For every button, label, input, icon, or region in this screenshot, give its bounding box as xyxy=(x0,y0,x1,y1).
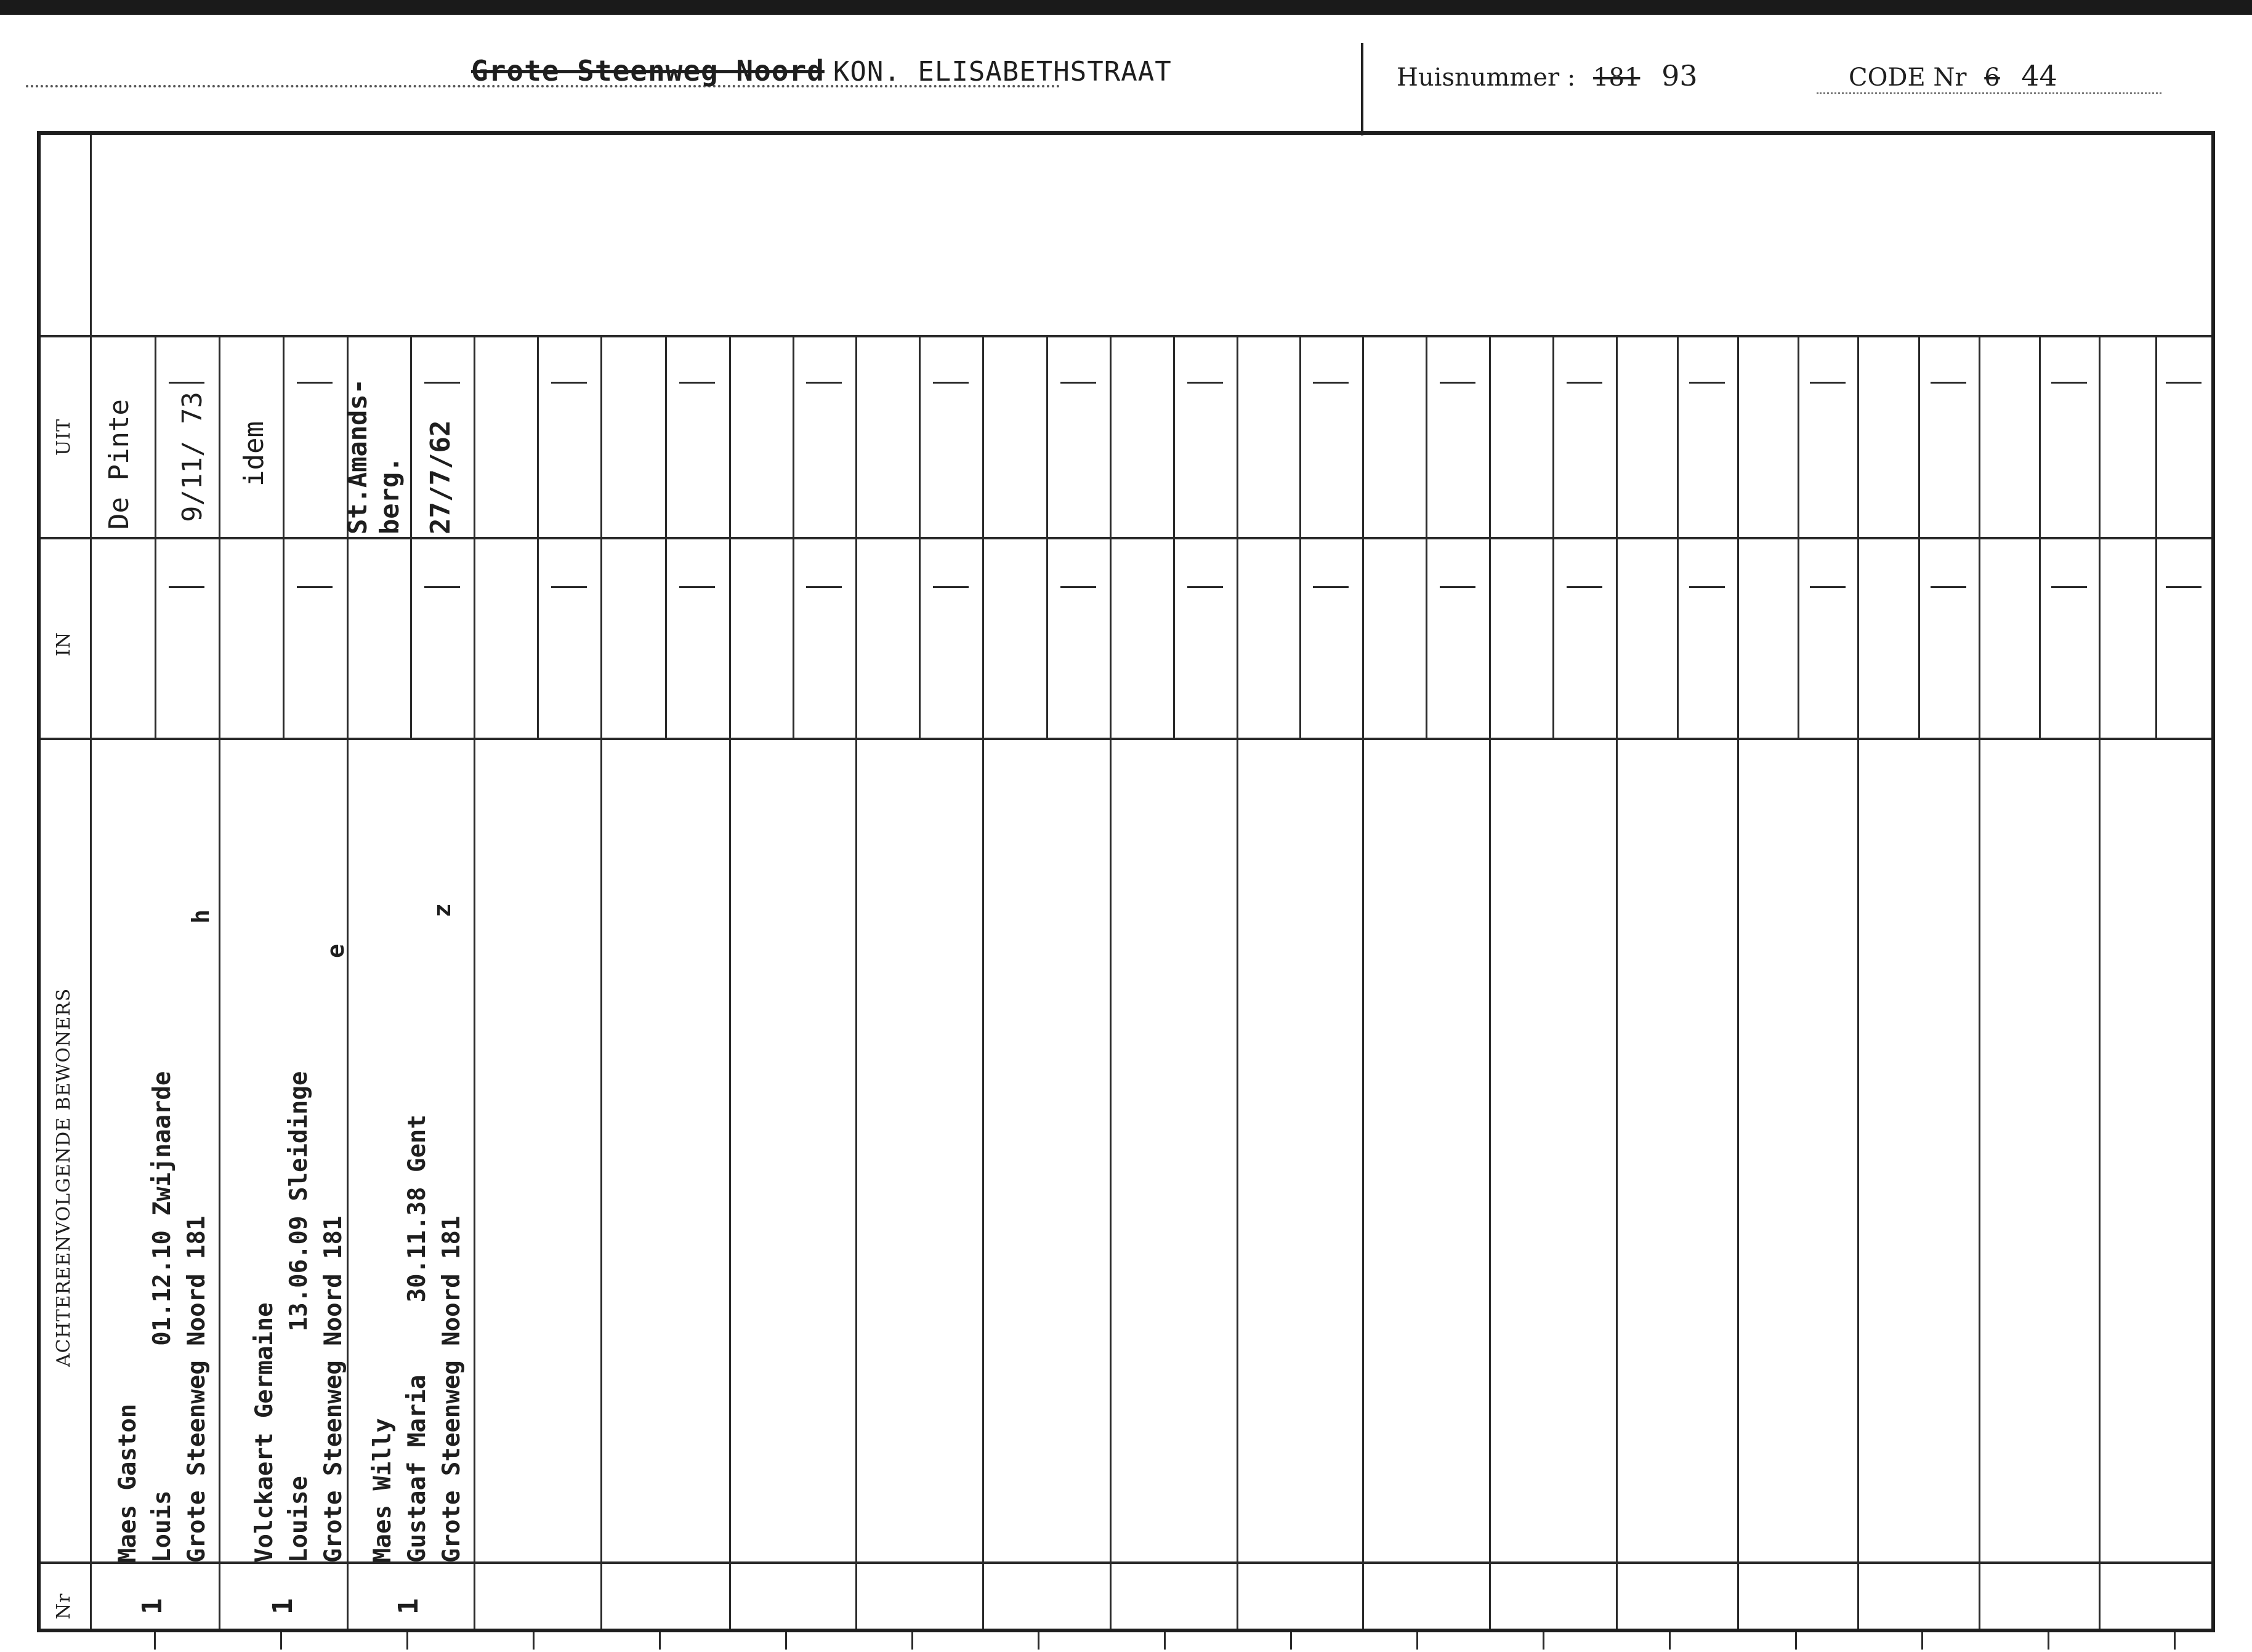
column-divider xyxy=(2099,335,2101,1629)
uit-place-3-line-1: St.Amands- xyxy=(342,379,373,534)
bottom-tick xyxy=(2174,1632,2176,1650)
column-divider xyxy=(1362,335,1364,1629)
cell-dash xyxy=(1440,586,1475,588)
resident-3-line-3: Grote Steenweg Noord 181 xyxy=(438,1215,466,1563)
nr-1: 1 xyxy=(137,1598,168,1614)
row-divider-in xyxy=(41,537,2211,539)
cell-dash xyxy=(806,382,842,384)
code-dotted-line xyxy=(1817,92,2161,94)
bottom-tick xyxy=(533,1632,535,1650)
sub-column-divider xyxy=(2155,335,2157,738)
cell-dash xyxy=(424,382,460,384)
resident-entry-2 xyxy=(248,1071,351,1563)
section-label-nr: Nr xyxy=(53,1593,75,1619)
cell-dash xyxy=(679,586,715,588)
cell-dash xyxy=(1931,382,1966,384)
cell-dash xyxy=(297,382,333,384)
register-table xyxy=(37,131,2215,1632)
column-divider xyxy=(219,335,220,1629)
cell-dash xyxy=(933,382,969,384)
cell-dash xyxy=(1689,586,1725,588)
sub-column-divider xyxy=(1552,335,1554,738)
row-divider-bewoners xyxy=(41,738,2211,740)
street-field xyxy=(471,54,1172,97)
section-label-uit: UIT xyxy=(53,418,75,456)
sub-column-divider xyxy=(1798,335,1799,738)
cell-dash xyxy=(806,586,842,588)
bottom-tick xyxy=(2048,1632,2049,1650)
section-label-bewoners: ACHTEREENVOLGENDE BEWONERS xyxy=(53,988,75,1367)
sub-column-divider xyxy=(283,335,285,738)
cell-dash xyxy=(1187,586,1223,588)
label-column-divider xyxy=(90,135,92,1629)
uit-date-1: 9/11/ 73 xyxy=(177,392,208,522)
house-number-old: 181 xyxy=(1593,63,1641,92)
column-divider xyxy=(1237,335,1238,1629)
column-divider xyxy=(1110,335,1112,1629)
column-divider xyxy=(1737,335,1739,1629)
column-divider xyxy=(1489,335,1491,1629)
cell-dash xyxy=(1567,586,1602,588)
column-divider xyxy=(855,335,857,1629)
cell-dash xyxy=(1060,586,1096,588)
cell-dash xyxy=(2051,586,2087,588)
row-divider-uit xyxy=(41,335,2211,337)
bottom-tick xyxy=(911,1632,913,1650)
code-new: 44 xyxy=(2021,59,2057,92)
cell-dash xyxy=(679,382,715,384)
bottom-tick xyxy=(1795,1632,1797,1650)
resident-3-line-1: Maes Willy xyxy=(369,1418,397,1563)
resident-entry-3 xyxy=(366,1114,469,1563)
sub-column-divider xyxy=(1426,335,1427,738)
resident-2-line-2: Louise 13.06.09 Sleidinge xyxy=(285,1071,313,1563)
cell-dash xyxy=(169,586,204,588)
resident-3-extra: z xyxy=(429,903,456,917)
street-old: Grote Steenweg Noord xyxy=(471,54,825,87)
resident-1-line-2: Louis 01.12.10 Zwijnaarde xyxy=(148,1071,176,1563)
uit-place-1: De Pinte xyxy=(103,399,135,530)
bottom-tick xyxy=(1669,1632,1671,1650)
sub-column-divider xyxy=(1918,335,1920,738)
column-divider xyxy=(1979,335,1980,1629)
cell-dash xyxy=(551,382,587,384)
sub-column-divider xyxy=(1299,335,1301,738)
cell-dash xyxy=(1810,382,1846,384)
cell-dash xyxy=(1313,586,1349,588)
sub-column-divider xyxy=(537,335,539,738)
resident-3-line-2: Gustaaf Maria 30.11.38 Gent xyxy=(403,1114,431,1563)
cell-dash xyxy=(169,382,204,384)
cell-dash xyxy=(933,586,969,588)
top-border xyxy=(0,0,2252,15)
resident-2-extra: e xyxy=(322,944,349,958)
bottom-tick xyxy=(1038,1632,1039,1650)
resident-1-extra: h xyxy=(187,909,214,924)
cell-dash xyxy=(2166,586,2202,588)
section-label-in: IN xyxy=(53,631,75,656)
cell-dash xyxy=(1567,382,1602,384)
bottom-tick xyxy=(154,1632,156,1650)
cell-dash xyxy=(1689,382,1725,384)
bottom-tick xyxy=(280,1632,282,1650)
sub-column-divider xyxy=(1677,335,1679,738)
cell-dash xyxy=(1060,382,1096,384)
sub-column-divider xyxy=(2039,335,2041,738)
column-divider xyxy=(1857,335,1859,1629)
bottom-tick xyxy=(785,1632,787,1650)
sub-column-divider xyxy=(155,335,156,738)
resident-entry-1 xyxy=(111,1071,214,1563)
resident-2-line-1: Volckaert Germaine xyxy=(251,1302,278,1563)
code-field xyxy=(1849,59,2057,92)
house-number-field xyxy=(1397,59,1698,92)
uit-place-2: idem xyxy=(238,421,270,486)
cell-dash xyxy=(1187,382,1223,384)
bottom-tick xyxy=(1921,1632,1923,1650)
column-divider xyxy=(982,335,984,1629)
cell-dash xyxy=(424,586,460,588)
header-divider xyxy=(1361,43,1363,135)
sub-column-divider xyxy=(1173,335,1175,738)
resident-1-line-3: Grote Steenweg Noord 181 xyxy=(183,1215,211,1563)
cell-dash xyxy=(1931,586,1966,588)
uit-place-3 xyxy=(342,379,406,534)
house-number-new: 93 xyxy=(1661,59,1698,92)
nr-3: 1 xyxy=(393,1598,424,1614)
sub-column-divider xyxy=(1046,335,1048,738)
column-divider xyxy=(600,335,602,1629)
street-new: KON. ELISABETHSTRAAT xyxy=(833,56,1172,87)
bottom-tick xyxy=(406,1632,408,1650)
cell-dash xyxy=(2166,382,2202,384)
sub-column-divider xyxy=(410,335,412,738)
uit-place-3-line-2: berg. xyxy=(374,456,405,534)
bottom-tick xyxy=(659,1632,661,1650)
sub-column-divider xyxy=(919,335,921,738)
cell-dash xyxy=(1440,382,1475,384)
cell-dash xyxy=(297,586,333,588)
resident-1-line-1: Maes Gaston xyxy=(114,1403,142,1563)
cell-dash xyxy=(1810,586,1846,588)
sub-column-divider xyxy=(793,335,794,738)
cell-dash xyxy=(551,586,587,588)
bottom-tick xyxy=(1164,1632,1166,1650)
house-number-label: Huisnummer : xyxy=(1397,63,1576,92)
bottom-tick xyxy=(1543,1632,1544,1650)
uit-date-3: 27/7/62 xyxy=(425,420,456,534)
nr-2: 1 xyxy=(267,1598,299,1614)
sub-column-divider xyxy=(665,335,667,738)
resident-2-line-3: Grote Steenweg Noord 181 xyxy=(320,1215,347,1563)
column-divider xyxy=(729,335,731,1629)
code-label: CODE Nr xyxy=(1849,63,1967,92)
bottom-tick xyxy=(1416,1632,1418,1650)
cell-dash xyxy=(1313,382,1349,384)
column-divider xyxy=(474,335,475,1629)
code-old: 6 xyxy=(1984,63,2000,92)
cell-dash xyxy=(2051,382,2087,384)
bottom-tick xyxy=(1290,1632,1292,1650)
column-divider xyxy=(1616,335,1618,1629)
